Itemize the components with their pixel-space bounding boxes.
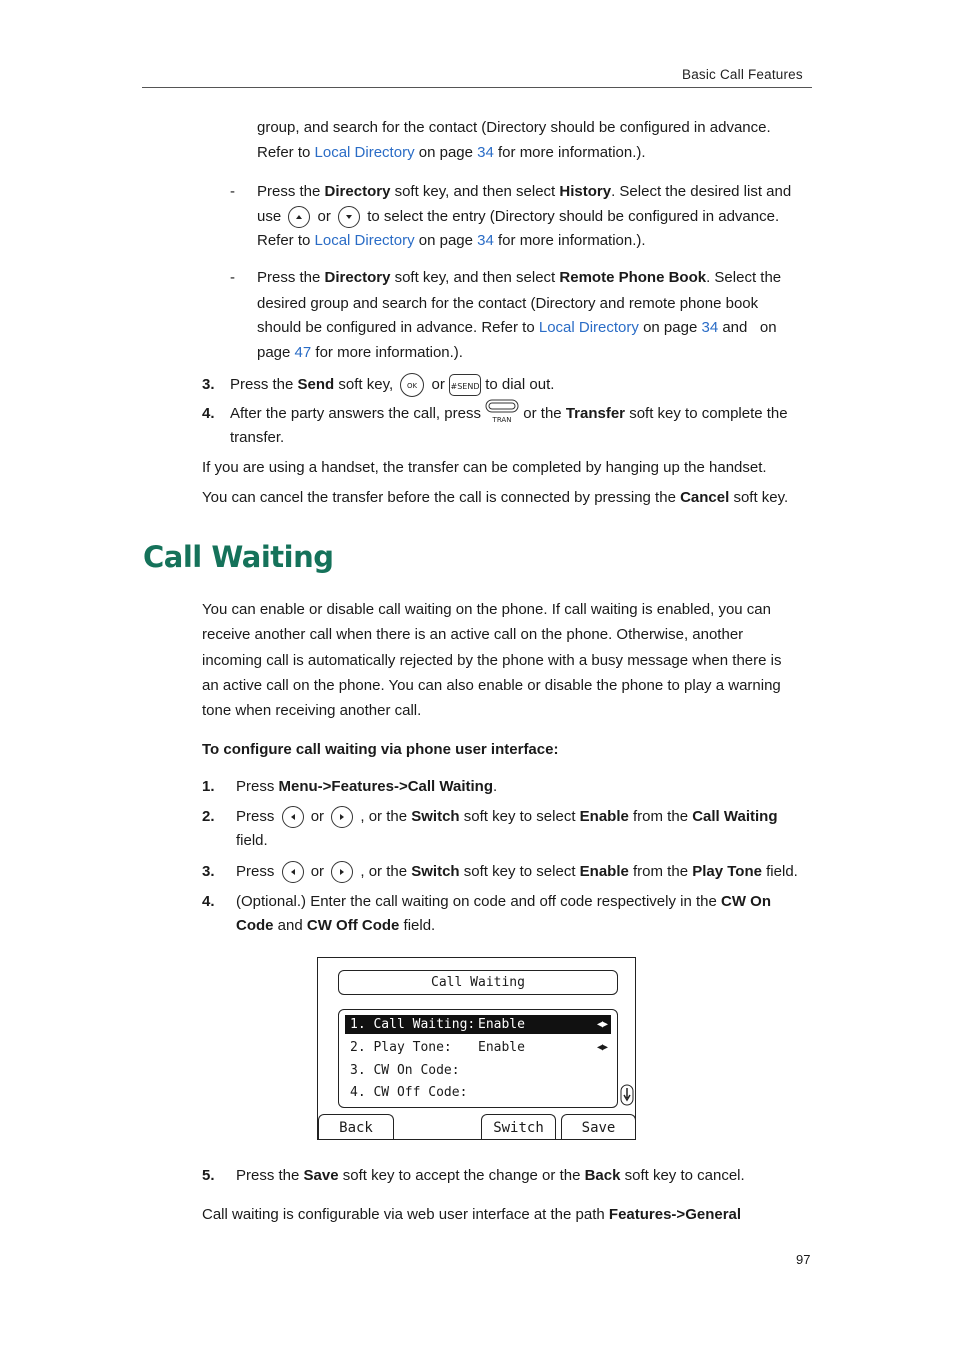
- screen-row-cw-off-code[interactable]: [345, 1083, 611, 1102]
- intro-line-2: Refer to Local Directory on page 34 for more information.).: [257, 144, 646, 161]
- body-line: receive another call when there is an active call on the phone. Otherwise, another: [202, 626, 744, 644]
- row-value: Enable: [478, 1040, 525, 1055]
- left-arrow-key-icon: [282, 806, 304, 828]
- step-number: 4.: [202, 405, 215, 422]
- bullet-2-line-1: Press the Directory soft key, and then select Remote Phone Book. Select the: [257, 269, 782, 286]
- row-label: 4. CW Off Code:: [350, 1085, 468, 1100]
- bullet-dash-2: -: [230, 269, 235, 286]
- screen-title: Call Waiting: [338, 970, 618, 995]
- svg-text:OK: OK: [407, 382, 418, 391]
- transfer-step-4-line-2: transfer.: [230, 429, 285, 446]
- body-line: incoming call is automatically rejected by the phone with a busy message when there is: [202, 651, 782, 669]
- screen-row-cw-on-code[interactable]: [345, 1061, 611, 1080]
- local-directory-link[interactable]: Local Directory: [314, 144, 415, 161]
- body-line: an active call on the phone. You can also enable or disable the phone to play a warning: [202, 676, 781, 694]
- page-34-link[interactable]: 34: [701, 319, 719, 336]
- svg-text:TRAN: TRAN: [492, 416, 512, 425]
- scroll-indicator-icon: [620, 1084, 634, 1106]
- bullet-1-line-1: Press the Directory soft key, and then select History. Select the desired list and: [257, 183, 792, 200]
- ok-key-icon: [400, 373, 424, 397]
- page-47-link[interactable]: 47: [294, 344, 312, 361]
- step-number: 1.: [202, 778, 215, 795]
- row-label: 3. CW On Code:: [350, 1063, 460, 1078]
- section-body: [202, 597, 781, 723]
- web-ui-paragraph: Call waiting is configurable via web user interface at the path Features->General: [202, 1206, 742, 1223]
- hash-send-key-icon: [449, 374, 481, 396]
- transfer-step-3: Press the Send soft key, OK or #SEND to dial out.: [230, 372, 554, 397]
- left-right-arrows-icon: ◀▶: [596, 1019, 607, 1030]
- cancel-paragraph: You can cancel the transfer before the call is connected by pressing the Cancel soft key.: [202, 489, 789, 506]
- cw-step-3: Press or , or the Switch soft key to select Enable from the Play Tone field.: [236, 859, 798, 884]
- save-softkey[interactable]: Save: [561, 1114, 636, 1140]
- up-arrow-key-icon: [288, 206, 310, 228]
- page-34-link[interactable]: 34: [477, 144, 494, 161]
- left-arrow-key-icon: [282, 861, 304, 883]
- page-number: 97: [796, 1252, 811, 1267]
- procedure-title: To configure call waiting via phone user interface:: [202, 741, 559, 758]
- left-right-arrows-icon: ◀▶: [596, 1042, 607, 1053]
- step-number: 4.: [202, 893, 215, 910]
- screen-row-play-tone[interactable]: [345, 1038, 611, 1057]
- section-title: Call Waiting: [143, 540, 334, 574]
- bullet-2-line-4: page 47 for more information.).: [257, 344, 463, 361]
- body-line: tone when receiving another call.: [202, 702, 422, 720]
- bullet-2-line-3: should be configured in advance. Refer to Local Directory on page 34 and on: [257, 319, 777, 336]
- running-header: Basic Call Features: [682, 67, 803, 82]
- cw-step-4-line-2: Code and CW Off Code field.: [236, 917, 436, 934]
- intro-line-1: group, and search for the contact (Directory should be configured in advance.: [257, 119, 771, 136]
- cw-step-4: (Optional.) Enter the call waiting on code and off code respectively in the CW On: [236, 893, 772, 910]
- row-value: Enable: [478, 1017, 525, 1032]
- step-number: 2.: [202, 808, 215, 825]
- local-directory-link[interactable]: Local Directory: [314, 232, 415, 249]
- transfer-step-4: After the party answers the call, press TRAN or the Transfer soft key to complete the: [230, 401, 788, 426]
- phone-screen: [317, 957, 636, 1140]
- down-arrow-key-icon: [338, 206, 360, 228]
- handset-paragraph: If you are using a handset, the transfer can be completed by hanging up the handset.: [202, 459, 767, 476]
- bullet-1-line-3: Refer to Local Directory on page 34 for more information.).: [257, 232, 646, 249]
- cw-step-2: Press or , or the Switch soft key to select Enable from the Call Waiting: [236, 804, 778, 829]
- bullet-2-line-2: desired group and search for the contact (Directory and remote phone book: [257, 295, 759, 312]
- cw-step-2-line-2: field.: [236, 832, 268, 849]
- tran-key-icon: [485, 402, 519, 426]
- svg-text:#SEND: #SEND: [450, 382, 480, 392]
- body-line: You can enable or disable call waiting on the phone. If call waiting is enabled, you can: [202, 601, 771, 618]
- step-number: 3.: [202, 863, 215, 880]
- back-softkey[interactable]: Back: [318, 1114, 394, 1140]
- switch-softkey[interactable]: Switch: [481, 1114, 556, 1140]
- bullet-dash-1: -: [230, 183, 235, 200]
- header-rule: [142, 87, 812, 88]
- step-number: 3.: [202, 376, 215, 393]
- row-label: 1. Call Waiting:: [350, 1017, 476, 1032]
- row-label: 2. Play Tone:: [350, 1040, 452, 1055]
- screen-row-call-waiting[interactable]: [345, 1015, 611, 1034]
- right-arrow-key-icon: [331, 861, 353, 883]
- cw-step-5: Press the Save soft key to accept the change or the Back soft key to cancel.: [236, 1167, 745, 1184]
- cw-step-1: Press Menu->Features->Call Waiting.: [236, 778, 498, 795]
- local-directory-link[interactable]: Local Directory: [538, 319, 639, 336]
- bullet-1-line-2: use or to select the entry (Directory should be configured in advance.: [257, 204, 779, 229]
- right-arrow-key-icon: [331, 806, 353, 828]
- step-number: 5.: [202, 1167, 215, 1184]
- screen-list: [338, 1009, 618, 1108]
- page-34-link[interactable]: 34: [477, 232, 494, 249]
